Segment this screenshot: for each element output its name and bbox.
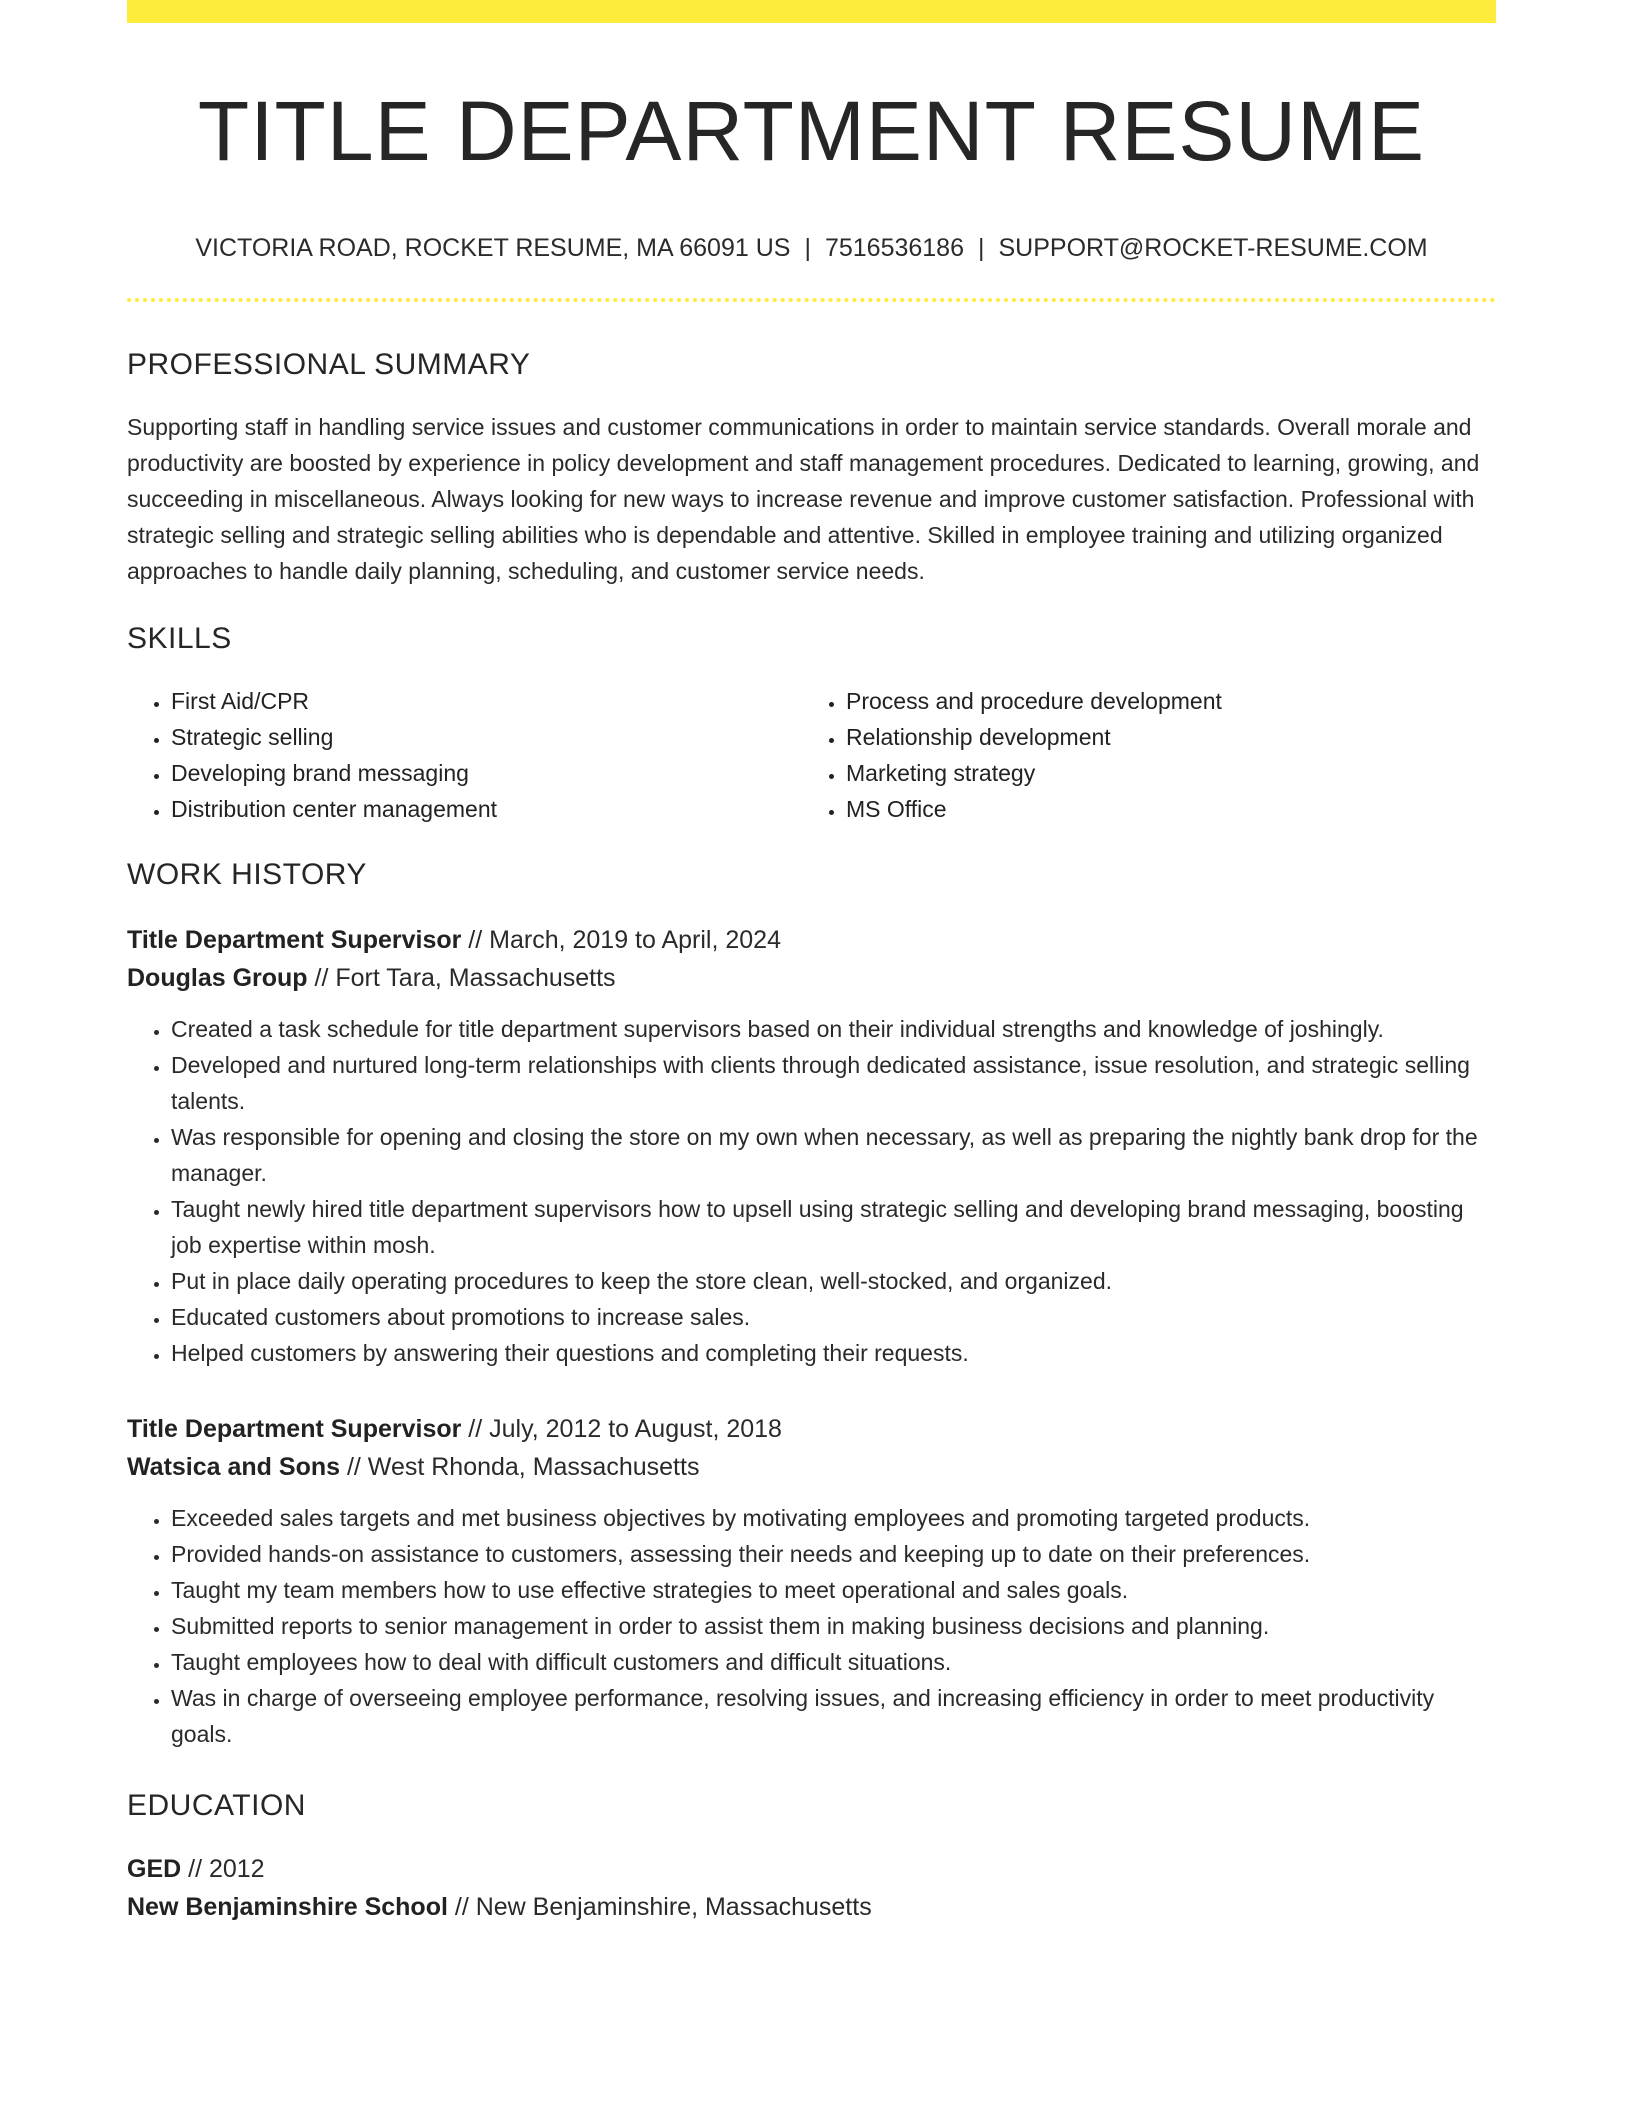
contact-address: VICTORIA ROAD, ROCKET RESUME, MA 66091 US <box>195 234 791 263</box>
job-company: Watsica and Sons <box>127 1453 341 1482</box>
skills-column-left <box>127 683 802 827</box>
contact-separator: | <box>804 234 811 263</box>
skill-item: • Relationship development <box>846 719 1477 755</box>
job-role: Title Department Supervisor <box>127 1415 462 1444</box>
job-dates: // March, 2019 to April, 2024 <box>461 926 781 955</box>
job-bullet: • Taught newly hired title department supervisors how to upsell using strategic selling and developing brand messaging, boosting job expertise within mosh. <box>171 1191 1496 1263</box>
job-role-line <box>127 1410 1496 1448</box>
summary-text: Supporting staff in handling service issues and customer communications in order to maintain service standards. Overall morale and productivity are boosted by experience in policy development and staff management procedures. Dedicated to learning, growing, and succeeding in miscellaneous. Always looking for new ways to increase revenue and improve customer satisfaction. Professional with strategic selling and strategic selling abilities who is dependable and attentive. Skilled in employee training and utilizing organized approaches to handle daily planning, scheduling, and customer service needs. <box>127 414 1480 585</box>
job-bullets <box>127 1011 1496 1371</box>
skill-item: • MS Office <box>846 791 1477 827</box>
skill-item: • Strategic selling <box>171 719 802 755</box>
education-location: // New Benjaminshire, Massachusetts <box>447 1893 872 1922</box>
job-company-line <box>127 959 1496 997</box>
job-bullets <box>127 1500 1496 1752</box>
job-location: // Fort Tara, Massachusetts <box>307 964 616 993</box>
education-entry <box>127 1850 1496 1926</box>
job-entry <box>127 1410 1496 1752</box>
job-bullet: • Provided hands-on assistance to customers, assessing their needs and keeping up to date on their preferences. <box>171 1536 1496 1572</box>
education-year: // 2012 <box>181 1855 265 1884</box>
resume-page <box>127 0 1496 1926</box>
skills-column-right <box>802 683 1477 827</box>
job-bullet: • Put in place daily operating procedures to keep the store clean, well-stocked, and organized. <box>171 1263 1496 1299</box>
job-company-line <box>127 1448 1496 1486</box>
contact-email: SUPPORT@ROCKET-RESUME.COM <box>998 234 1428 263</box>
contact-line <box>127 233 1496 263</box>
job-role-line <box>127 921 1496 959</box>
section-title-education: EDUCATION <box>127 1789 306 1823</box>
section-title-summary: PROFESSIONAL SUMMARY <box>127 348 531 382</box>
education-school: New Benjaminshire School <box>127 1893 448 1922</box>
job-dates: // July, 2012 to August, 2018 <box>461 1415 782 1444</box>
job-bullet: • Created a task schedule for title department supervisors based on their individual strengths and knowledge of joshingly. <box>171 1011 1496 1047</box>
contact-separator: | <box>978 234 985 263</box>
job-bullet: • Was responsible for opening and closing the store on my own when necessary, as well as preparing the nightly bank drop for the manager. <box>171 1119 1496 1191</box>
skills-list <box>127 683 1496 827</box>
job-bullet: • Submitted reports to senior management in order to assist them in making business decisions and planning. <box>171 1608 1496 1644</box>
education-degree: GED <box>127 1855 182 1884</box>
job-role: Title Department Supervisor <box>127 926 462 955</box>
dotted-divider <box>127 298 1496 302</box>
skill-item: • Marketing strategy <box>846 755 1477 791</box>
section-title-work-history: WORK HISTORY <box>127 858 367 892</box>
job-bullet: • Was in charge of overseeing employee performance, resolving issues, and increasing efficiency in order to meet productivity goals. <box>171 1680 1496 1752</box>
job-bullet: • Developed and nurtured long-term relationships with clients through dedicated assistance, issue resolution, and strategic selling talents. <box>171 1047 1496 1119</box>
resume-title: TITLE DEPARTMENT RESUME <box>197 84 1426 178</box>
contact-phone: 7516536186 <box>824 234 964 263</box>
job-bullet: • Educated customers about promotions to increase sales. <box>171 1299 1496 1335</box>
education-school-line <box>127 1888 1496 1926</box>
skill-item: • Process and procedure development <box>846 683 1477 719</box>
job-bullet: • Helped customers by answering their questions and completing their requests. <box>171 1335 1496 1371</box>
job-location: // West Rhonda, Massachusetts <box>340 1453 700 1482</box>
skill-item: • First Aid/CPR <box>171 683 802 719</box>
job-bullet: • Taught employees how to deal with difficult customers and difficult situations. <box>171 1644 1496 1680</box>
skill-item: • Developing brand messaging <box>171 755 802 791</box>
job-company: Douglas Group <box>127 964 308 993</box>
job-entry <box>127 921 1496 1371</box>
skill-item: • Distribution center management <box>171 791 802 827</box>
job-bullet: • Taught my team members how to use effective strategies to meet operational and sales goals. <box>171 1572 1496 1608</box>
education-degree-line <box>127 1850 1496 1888</box>
accent-top-bar <box>127 0 1496 23</box>
section-title-skills: SKILLS <box>127 622 232 656</box>
job-bullet: • Exceeded sales targets and met business objectives by motivating employees and promoting targeted products. <box>171 1500 1496 1536</box>
